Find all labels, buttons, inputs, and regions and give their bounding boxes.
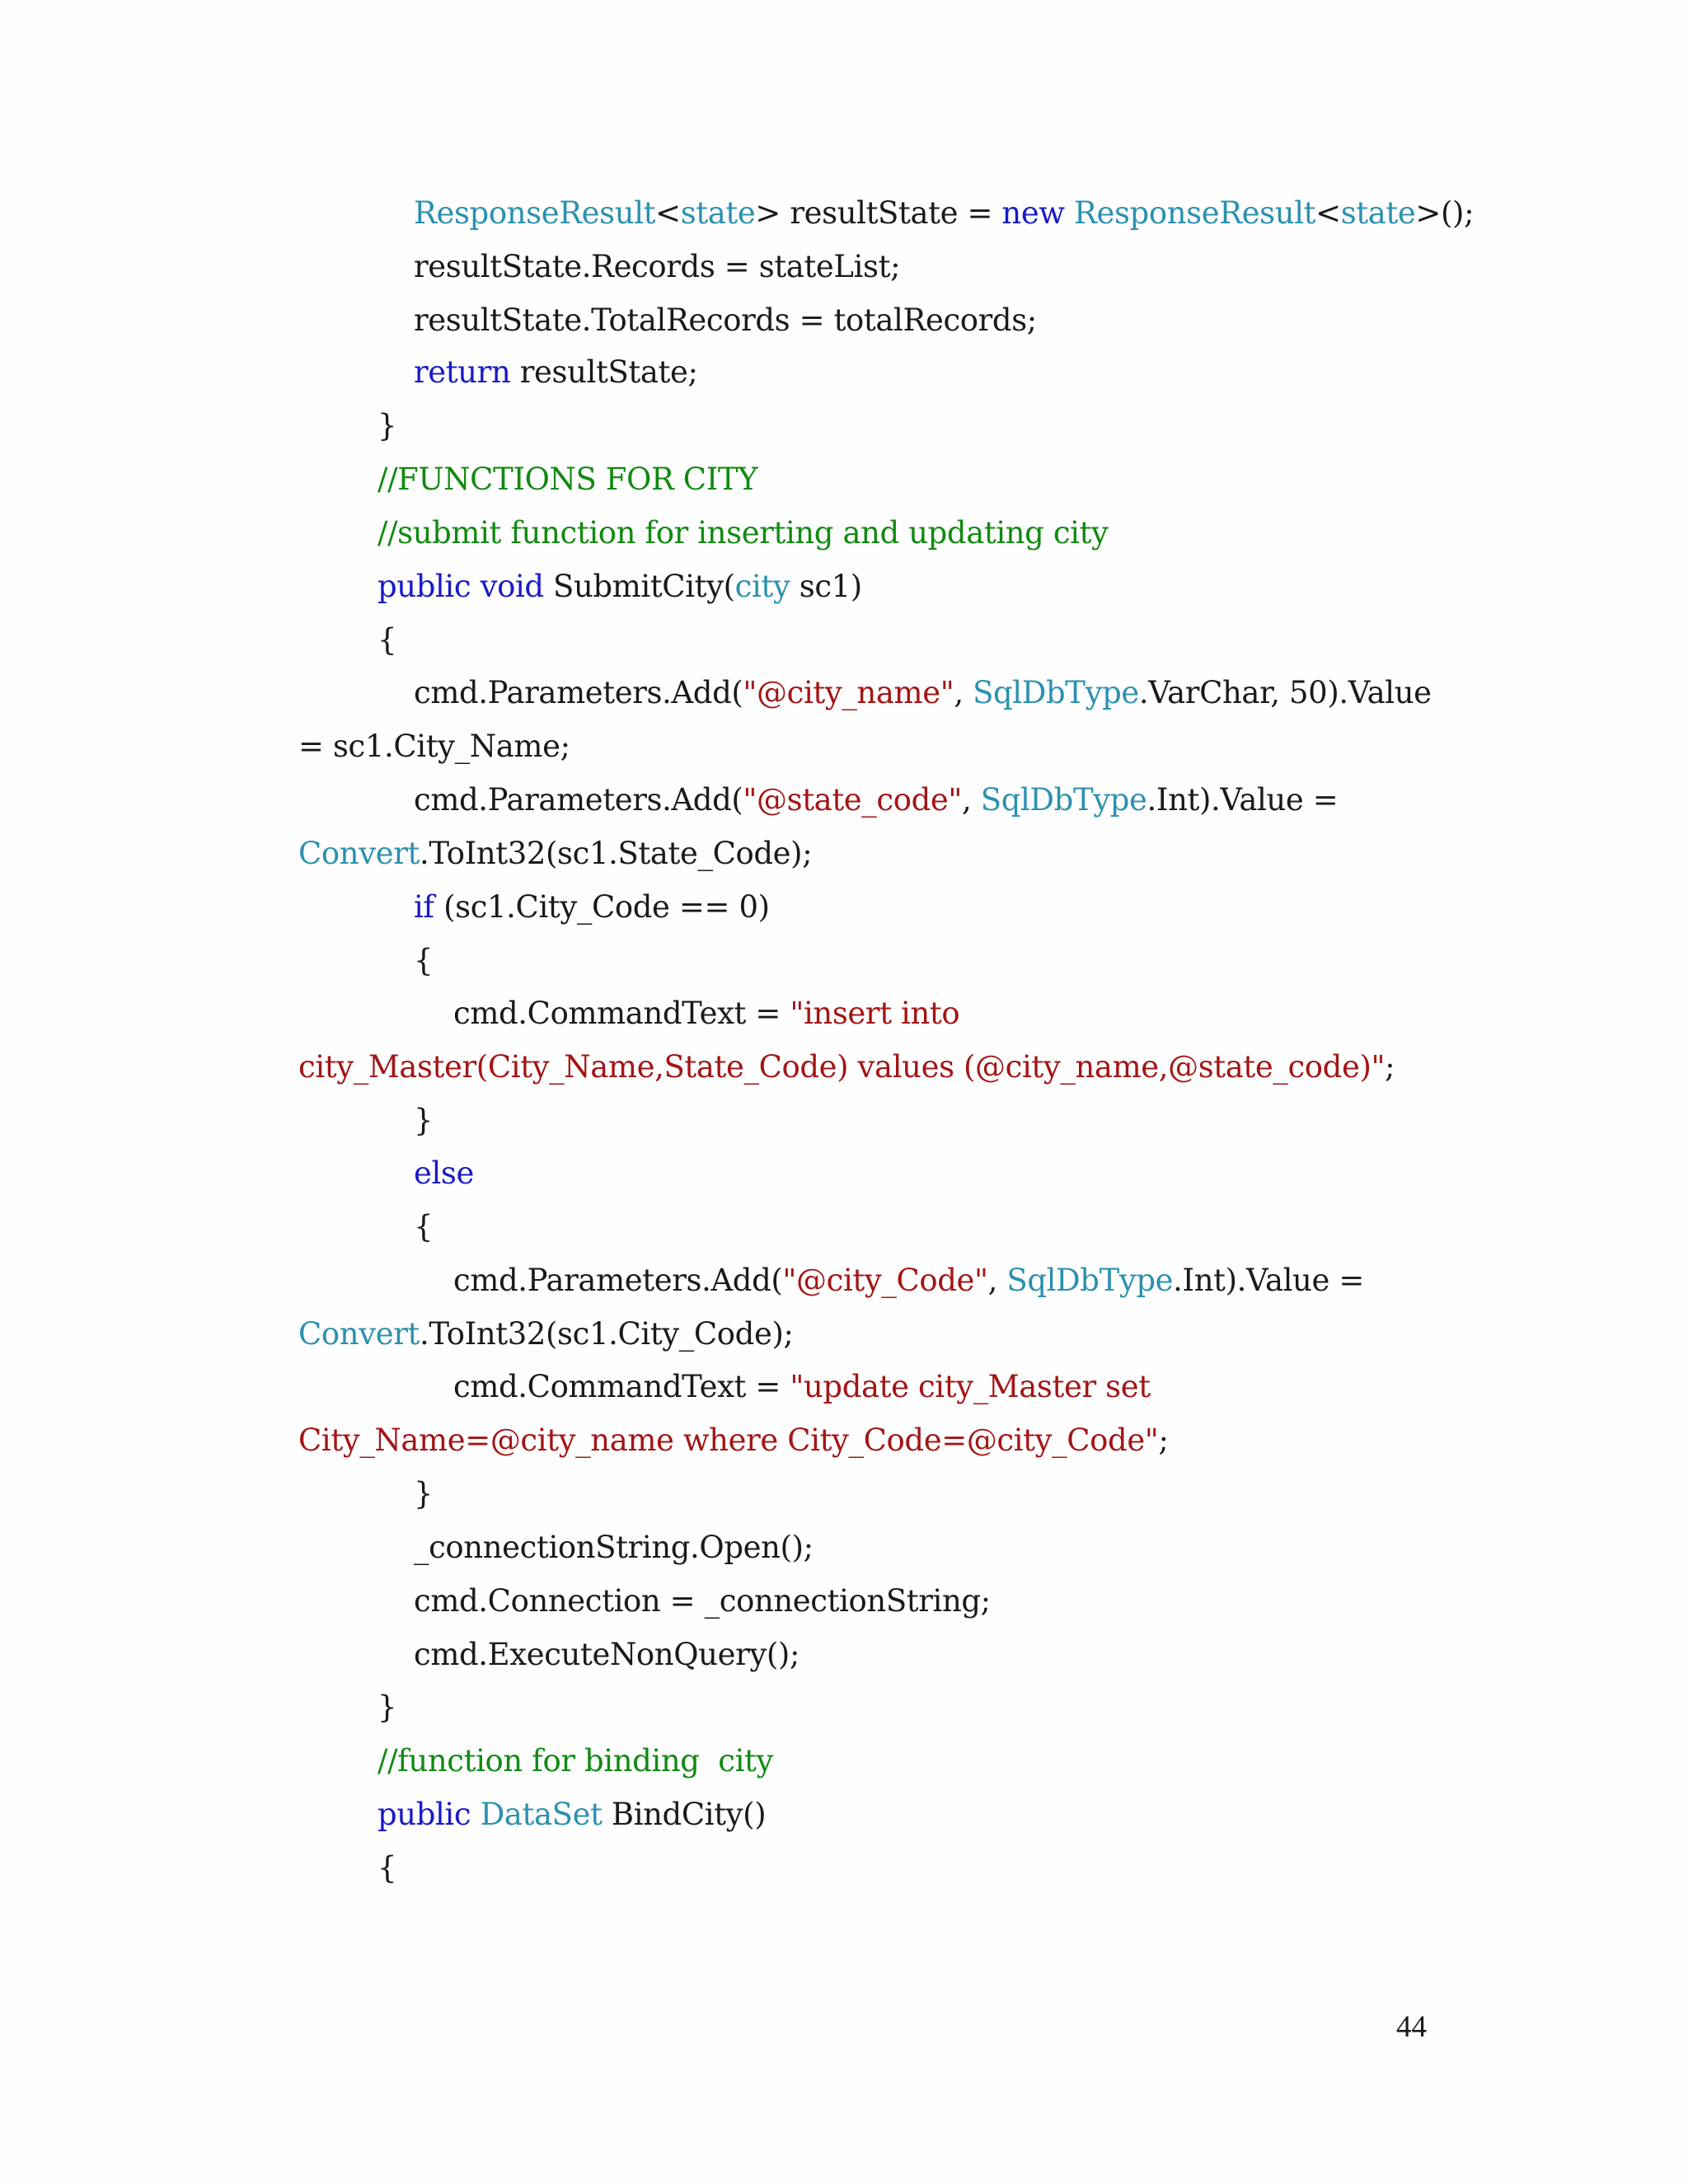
code-token: } (414, 1476, 434, 1511)
code-token: state (680, 195, 756, 231)
code-line (377, 1849, 396, 1887)
code-token: "update city_Master set (790, 1369, 1151, 1404)
code-token: .Int).Value = (1146, 782, 1339, 818)
code-token: "@state_code" (743, 782, 963, 818)
code-token: cmd.Parameters.Add( (414, 782, 743, 818)
code-token: , (987, 1263, 1007, 1298)
code-line (414, 1529, 814, 1567)
code-token: cmd.ExecuteNonQuery(); (414, 1637, 800, 1672)
code-line (377, 1742, 773, 1780)
code-token: cmd.Parameters.Add( (453, 1263, 783, 1298)
code-token: , (954, 675, 973, 710)
code-token: public (377, 569, 471, 604)
code-token: DataSet (480, 1797, 603, 1832)
code-token: "insert into (790, 996, 960, 1031)
code-token: _connectionString.Open(); (414, 1530, 814, 1565)
code-token: city (734, 569, 790, 604)
code-line (377, 407, 396, 445)
code-token: ResponseResult (414, 195, 656, 231)
code-line (298, 835, 812, 873)
code-token: BindCity() (602, 1797, 767, 1832)
code-token: , (962, 782, 981, 818)
code-line (377, 568, 862, 606)
code-token: ; (1385, 1049, 1395, 1085)
code-token: .ToInt32(sc1.State_Code); (419, 836, 813, 871)
code-token: SubmitCity( (543, 569, 735, 604)
code-token: "@city_name" (743, 675, 954, 710)
code-token: cmd.CommandText = (453, 996, 790, 1031)
code-token: state (1340, 195, 1416, 231)
code-token: { (414, 1209, 434, 1244)
code-token: .ToInt32(sc1.City_Code); (419, 1316, 794, 1352)
code-line (453, 1368, 1151, 1406)
code-token: if (414, 889, 434, 925)
code-token (1065, 195, 1074, 231)
code-line (414, 1102, 433, 1140)
code-token: new (1001, 195, 1065, 231)
code-token: { (377, 622, 397, 658)
code-line (377, 461, 757, 499)
code-token: resultState.Records = stateList; (414, 249, 901, 284)
code-token: "@city_Code" (782, 1263, 988, 1298)
code-line (377, 621, 396, 659)
code-token: Convert (298, 1316, 420, 1352)
code-line (453, 995, 959, 1033)
code-token: public (377, 1797, 471, 1832)
code-token: { (414, 943, 434, 978)
code-token: .VarChar, 50).Value (1138, 675, 1432, 710)
code-token: .Int).Value = (1173, 1263, 1364, 1298)
code-line (414, 302, 1037, 340)
code-line (414, 1582, 991, 1620)
code-token: resultState; (510, 354, 698, 390)
code-line (414, 674, 1432, 712)
code-line (414, 194, 1474, 232)
code-token: cmd.Parameters.Add( (414, 675, 743, 710)
code-token: else (414, 1155, 475, 1191)
code-token: = sc1.City_Name; (298, 729, 570, 764)
code-line (377, 1689, 396, 1727)
code-token: { (377, 1850, 397, 1886)
code-token: //FUNCTIONS FOR CITY (377, 462, 758, 497)
code-token: ; (1158, 1422, 1169, 1458)
code-line (414, 1155, 474, 1193)
page-number: 44 (1396, 2010, 1427, 2044)
code-token: //submit function for inserting and updating city (377, 515, 1109, 551)
code-token: SqlDbType (980, 782, 1147, 818)
code-line (414, 1208, 433, 1246)
code-token: //function for binding city (377, 1743, 774, 1779)
code-line (414, 1636, 799, 1674)
code-line (377, 1796, 766, 1834)
code-token: } (377, 1690, 397, 1725)
code-token: Convert (298, 836, 420, 871)
code-line (414, 781, 1338, 819)
code-token: SqlDbType (1006, 1263, 1174, 1298)
code-line (298, 1048, 1395, 1086)
code-line (298, 1315, 794, 1353)
code-line (414, 354, 698, 391)
code-token: cmd.CommandText = (453, 1369, 790, 1404)
code-token: } (414, 1103, 434, 1138)
code-token (471, 569, 480, 604)
code-token: (sc1.City_Code == 0) (434, 889, 770, 925)
code-token: cmd.Connection = _connectionString; (414, 1583, 991, 1619)
code-token: return (414, 354, 511, 390)
code-line (377, 514, 1109, 552)
code-token: ResponseResult (1074, 195, 1316, 231)
code-token: > resultState = (755, 195, 1002, 231)
code-line (298, 1422, 1169, 1460)
code-token: >(); (1415, 195, 1475, 231)
code-line (298, 728, 570, 766)
code-line (414, 942, 433, 980)
code-token: City_Name=@city_name where City_Code=@city_Code" (298, 1422, 1159, 1458)
code-line (414, 248, 900, 286)
code-token: void (480, 569, 544, 604)
code-token: SqlDbType (973, 675, 1139, 710)
code-token: sc1) (790, 569, 862, 604)
code-token: resultState.TotalRecords = totalRecords; (414, 302, 1037, 338)
code-line (414, 1475, 433, 1513)
code-line (453, 1262, 1364, 1300)
code-token: } (377, 408, 397, 443)
code-token (471, 1797, 480, 1832)
code-token: city_Master(City_Name,State_Code) values (@city_name,@state_code)" (298, 1049, 1386, 1085)
code-token: < (1315, 195, 1341, 231)
code-token: < (655, 195, 681, 231)
code-line (414, 888, 770, 926)
